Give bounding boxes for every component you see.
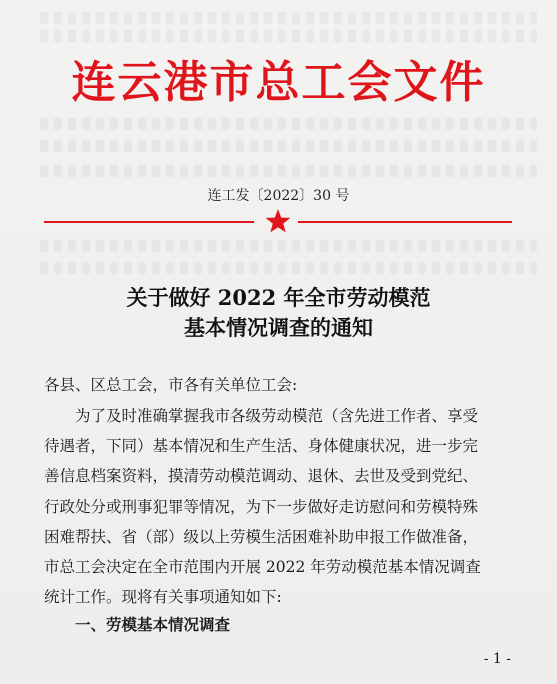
star-icon: [265, 208, 291, 234]
bleed-through-text: [40, 240, 537, 252]
body-line: 善信息档案资料，摸清劳动模范调动、退休、去世及受到党纪、: [44, 467, 479, 485]
page-number: - 1 -: [483, 651, 511, 667]
bleed-through-text: [40, 262, 537, 274]
bleed-through-text: [40, 140, 537, 152]
document-number: 连工发〔2022〕30 号: [207, 188, 350, 204]
notice-title-line-2: 基本情况调查的通知: [184, 315, 373, 340]
body-line: 统计工作。现将有关事项通知如下:: [44, 588, 282, 606]
bleed-through-text: [40, 165, 537, 177]
notice-title-line-1: 关于做好 2022 年全市劳动模范: [126, 285, 431, 310]
body-line: 待遇者，下同）基本情况和生产生活、身体健康状况，进一步完: [44, 437, 479, 455]
red-divider-right: [298, 221, 512, 223]
bleed-through-text: [40, 30, 537, 42]
body-line: 市总工会决定在全市范围内开展 2022 年劳动模范基本情况调查: [44, 558, 481, 576]
body-line: 行政处分或刑事犯罪等情况，为下一步做好走访慰问和劳模特殊: [44, 498, 479, 516]
bleed-through-text: [40, 118, 537, 130]
bleed-through-text: [40, 12, 537, 24]
body-line: 困难帮扶、省（部）级以上劳模生活困难补助申报工作做准备，: [44, 528, 479, 546]
body-line: 为了及时准确掌握我市各级劳动模范（含先进工作者、享受: [75, 407, 479, 425]
red-divider-left: [44, 221, 254, 223]
section-heading: 一、劳模基本情况调查: [75, 615, 231, 634]
salutation: 各县、区总工会，市各有关单位工会:: [44, 376, 298, 394]
masthead-title: 连云港市总工会文件: [71, 57, 486, 108]
